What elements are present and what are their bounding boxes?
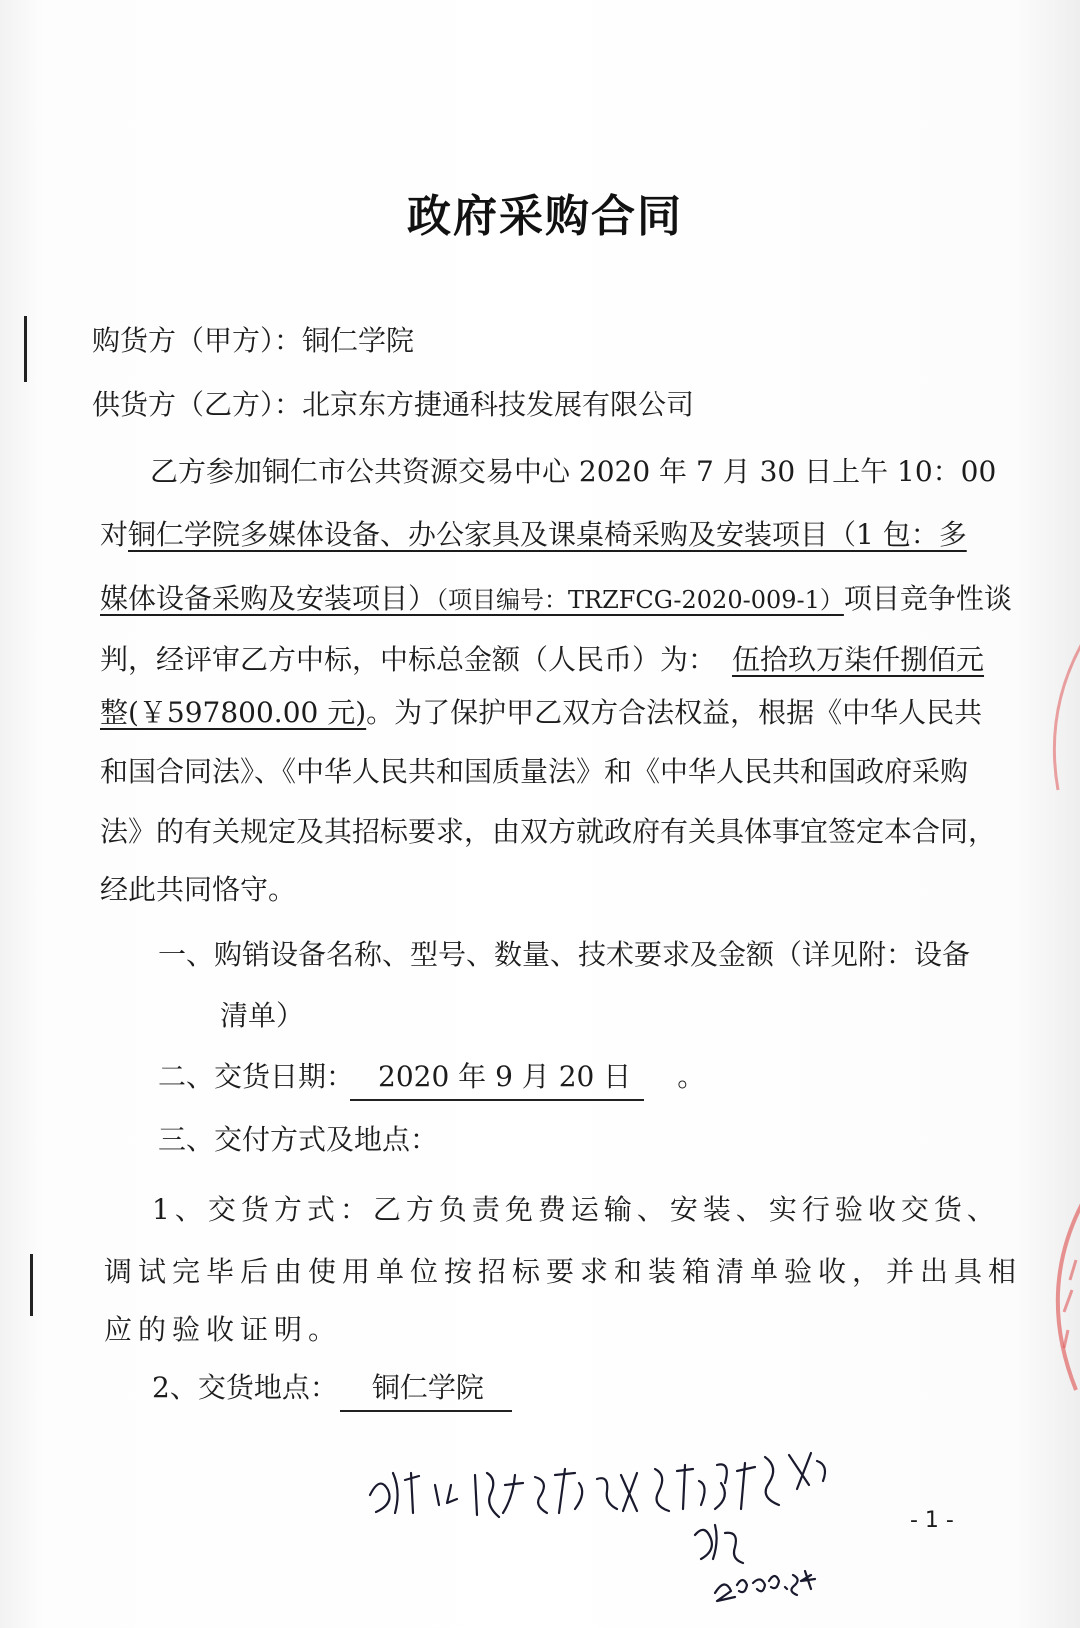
para1-line5-suffix: 。为了保护甲乙双方合法权益，根据《中华人民共 (366, 696, 983, 729)
para1-line8: 经此共同恪守。 (100, 873, 297, 906)
para1-line4 (100, 640, 984, 680)
delivery-date-label: 二、交货日期： (158, 1060, 355, 1093)
delivery-place-value: 铜仁学院 (371, 1371, 484, 1404)
handwritten-annotation (365, 1425, 885, 1605)
buyer-line: 购货方（甲方）：铜仁学院 (92, 324, 415, 357)
sub2-line (152, 1368, 484, 1408)
sub1-line3: 应的验收证明。 (104, 1313, 343, 1346)
delivery-place-label: 2、交货地点： (152, 1371, 338, 1404)
project-code: （项目编号：TRZFCG-2020-009-1） (436, 586, 844, 614)
page-number: - 1 - (910, 1508, 954, 1533)
document-title: 政府采购合同 (407, 191, 683, 242)
para1-line7: 法》的有关规定及其招标要求，由双方就政府有关具体事宜签定本合同， (100, 815, 997, 848)
amount-figures: 整(￥597800.00 元) (100, 696, 367, 729)
para1-line1: 乙方参加铜仁市公共资源交易中心 2020 年 7 月 30 日上午 10：00 (150, 455, 997, 488)
para1-line3 (100, 579, 1012, 620)
item1-line2: 清单） (220, 999, 305, 1032)
para1-line4-prefix: 判，经评审乙方中标，中标总金额（人民币）为： (100, 643, 717, 676)
delivery-date-end: 。 (677, 1060, 706, 1093)
delivery-place-blank (340, 1410, 512, 1412)
para1-line2-prefix: 对 (100, 518, 129, 551)
item2-line (158, 1057, 705, 1097)
para1-line6: 和国合同法》、《中华人民共和国质量法》和《中华人民共和国政府采购 (100, 755, 969, 788)
supplier-line: 供货方（乙方）：北京东方捷通科技发展有限公司 (92, 388, 695, 421)
binding-mark-bottom (30, 1254, 33, 1316)
sub1-line2: 调试完毕后由使用单位按招标要求和装箱清单验收，并出具相 (104, 1255, 1023, 1288)
item1-line1: 一、购销设备名称、型号、数量、技术要求及金额（详见附：设备 (158, 938, 971, 971)
project-name-part2: 媒体设备采购及安装项目） (100, 582, 437, 615)
para1-line5 (100, 693, 982, 733)
project-name-part1: 铜仁学院多媒体设备、办公家具及课桌椅采购及安装项目（1 包：多 (128, 518, 967, 551)
para1-line3-suffix: 项目竞争性谈 (843, 582, 1012, 615)
delivery-date-blank (350, 1099, 644, 1101)
delivery-date-value: 2020 年 9 月 20 日 (378, 1060, 632, 1093)
item3-line: 三、交付方式及地点： (158, 1123, 439, 1156)
amount-words-part1: 伍拾玖万柒仟捌佰元 (732, 643, 985, 676)
official-seal-edge (1044, 640, 1080, 1440)
sub1-line1: 1、交货方式：乙方负责免费运输、安装、实行验收交货、 (152, 1193, 1000, 1226)
binding-mark-top (24, 316, 27, 382)
para1-line2 (100, 515, 967, 555)
